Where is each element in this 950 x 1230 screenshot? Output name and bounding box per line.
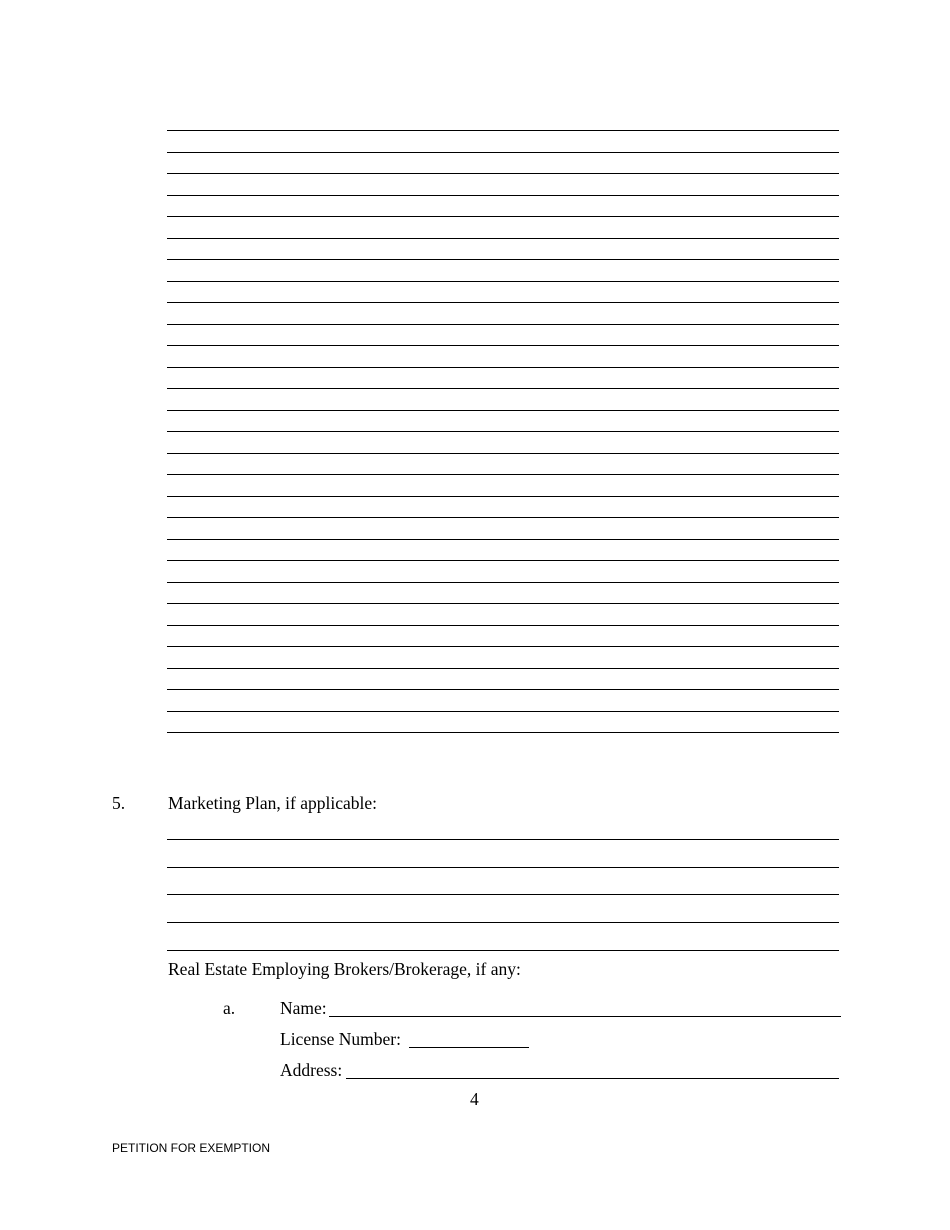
name-field[interactable] xyxy=(329,1016,841,1017)
license-number-label: License Number: xyxy=(280,1029,401,1049)
answer-line[interactable] xyxy=(167,839,839,840)
page-number: 4 xyxy=(470,1089,479,1109)
brokers-heading: Real Estate Employing Brokers/Brokerage, if any: xyxy=(168,959,521,979)
answer-line[interactable] xyxy=(167,950,839,951)
address-field[interactable] xyxy=(346,1078,839,1079)
answer-line[interactable] xyxy=(167,867,839,868)
marketing-plan-lines xyxy=(167,0,839,960)
section-number: 5. xyxy=(112,793,126,813)
section-title: Marketing Plan, if applicable: xyxy=(168,793,377,813)
footer-title: PETITION FOR EXEMPTION xyxy=(112,1141,271,1155)
answer-line[interactable] xyxy=(167,922,839,923)
answer-line[interactable] xyxy=(167,894,839,895)
item-letter: a. xyxy=(223,998,236,1018)
address-label: Address: xyxy=(280,1060,343,1080)
name-label: Name: xyxy=(280,998,327,1018)
license-number-field[interactable] xyxy=(409,1047,529,1048)
